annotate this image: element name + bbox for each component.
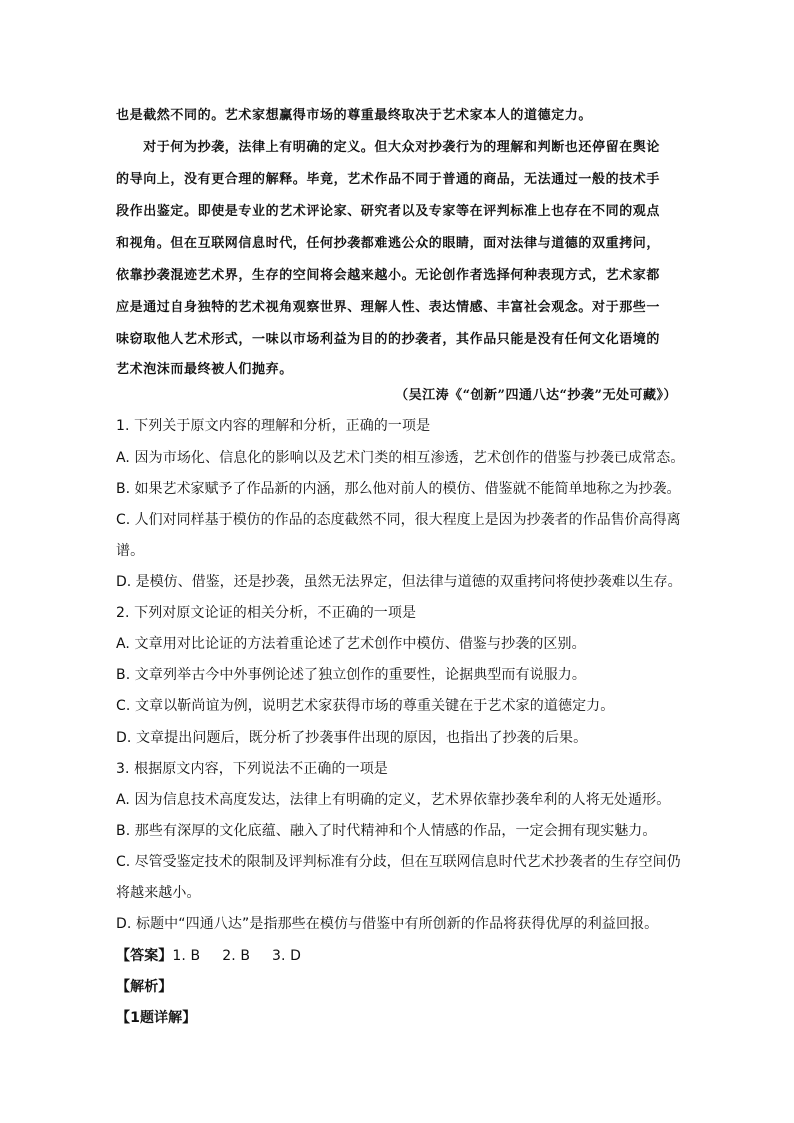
analysis-label: 【解析】 xyxy=(116,979,173,995)
passage-line: 艺术泡沫而最终被人们抛弃。 xyxy=(116,362,293,377)
question-option: A. 因为市场化、信息化的影响以及艺术门类的相互渗透，艺术创作的借鉴与抄袭已成常态。 xyxy=(116,450,685,466)
question-option: B. 如果艺术家赋予了作品新的内涵，那么他对前人的模仿、借鉴就不能简单地称之为抄袭。 xyxy=(116,481,681,497)
answer-label: 【答案】 xyxy=(116,948,173,964)
question-option: C. 人们对同样基于模仿的作品的态度截然不同，很大程度上是因为抄袭者的作品售价高得离 xyxy=(116,512,681,528)
question-stem: 3. 根据原文内容，下列说法不正确的一项是 xyxy=(116,761,388,777)
question-option: A. 文章用对比论证的方法着重论述了艺术创作中模仿、借鉴与抄袭的区别。 xyxy=(116,636,586,652)
question-option: D. 标题中“四通八达”是指那些在模仿与借鉴中有所创新的作品将获得优厚的利益回报。 xyxy=(116,916,659,932)
answer-item: 1. B xyxy=(172,948,201,964)
passage-line: 和视角。但在互联网信息时代，任何抄袭都难逃公众的眼睛，面对法律与道德的双重拷问， xyxy=(116,236,661,251)
answer-item: 3. D xyxy=(272,948,302,964)
passage-line: 依靠抄袭混迹艺术界，生存的空间将会越来越小。无论创作者选择何种表现方式，艺术家都 xyxy=(116,268,661,283)
question-option-continuation: 将越来越小。 xyxy=(116,885,201,901)
question-option: A. 因为信息技术高度发达，法律上有明确的定义，艺术界依靠抄袭牟利的人将无处遁形。 xyxy=(116,792,671,808)
question-option: D. 文章提出问题后，既分析了抄袭事件出现的原因，也指出了抄袭的后果。 xyxy=(116,730,588,746)
passage-line: 味窃取他人艺术形式，一味以市场利益为目的的抄袭者，其作品只能是没有任何文化语境的 xyxy=(116,332,661,347)
question-option: C. 尽管受鉴定技术的限制及评判标准有分歧，但在互联网信息时代艺术抄袭者的生存空间仍 xyxy=(116,854,681,870)
question-stem: 1. 下列关于原文内容的理解和分析，正确的一项是 xyxy=(116,418,431,434)
question-stem: 2. 下列对原文论证的相关分析，不正确的一项是 xyxy=(116,605,417,621)
answer-row xyxy=(116,945,323,965)
passage-line: 也是截然不同的。艺术家想赢得市场的尊重最终取决于艺术家本人的道德定力。 xyxy=(116,108,593,123)
question-option: B. 那些有深厚的文化底蕴、融入了时代精神和个人情感的作品，一定会拥有现实魅力。 xyxy=(116,823,657,839)
question-option: C. 文章以靳尚谊为例，说明艺术家获得市场的尊重关键在于艺术家的道德定力。 xyxy=(116,698,615,714)
question-option: B. 文章列举古今中外事例论述了独立创作的重要性，论据典型而有说服力。 xyxy=(116,667,587,683)
passage-line: 的导向上，没有更合理的解释。毕竟，艺术作品不同于普通的商品，无法通过一般的技术手 xyxy=(116,172,661,187)
passage-line: 段作出鉴定。即使是专业的艺术评论家、研究者以及专家等在评判标准上也存在不同的观点 xyxy=(116,204,661,219)
passage-source: （吴江涛《“创新”四通八达“抄袭”无处可藏》） xyxy=(395,388,677,403)
detail-label: 【1题详解】 xyxy=(116,1010,197,1026)
question-option-continuation: 谱。 xyxy=(116,543,145,559)
question-option: D. 是模仿、借鉴，还是抄袭，虽然无法界定，但法律与道德的双重拷问将使抄袭难以生存。 xyxy=(116,574,682,590)
answer-item: 2. B xyxy=(222,948,251,964)
passage-line: 对于何为抄袭，法律上有明确的定义。但大众对抄袭行为的理解和判断也还停留在舆论 xyxy=(116,140,661,155)
passage-line: 应是通过自身独特的艺术视角观察世界、理解人性、表达情感、丰富社会观念。对于那些一 xyxy=(116,300,661,315)
